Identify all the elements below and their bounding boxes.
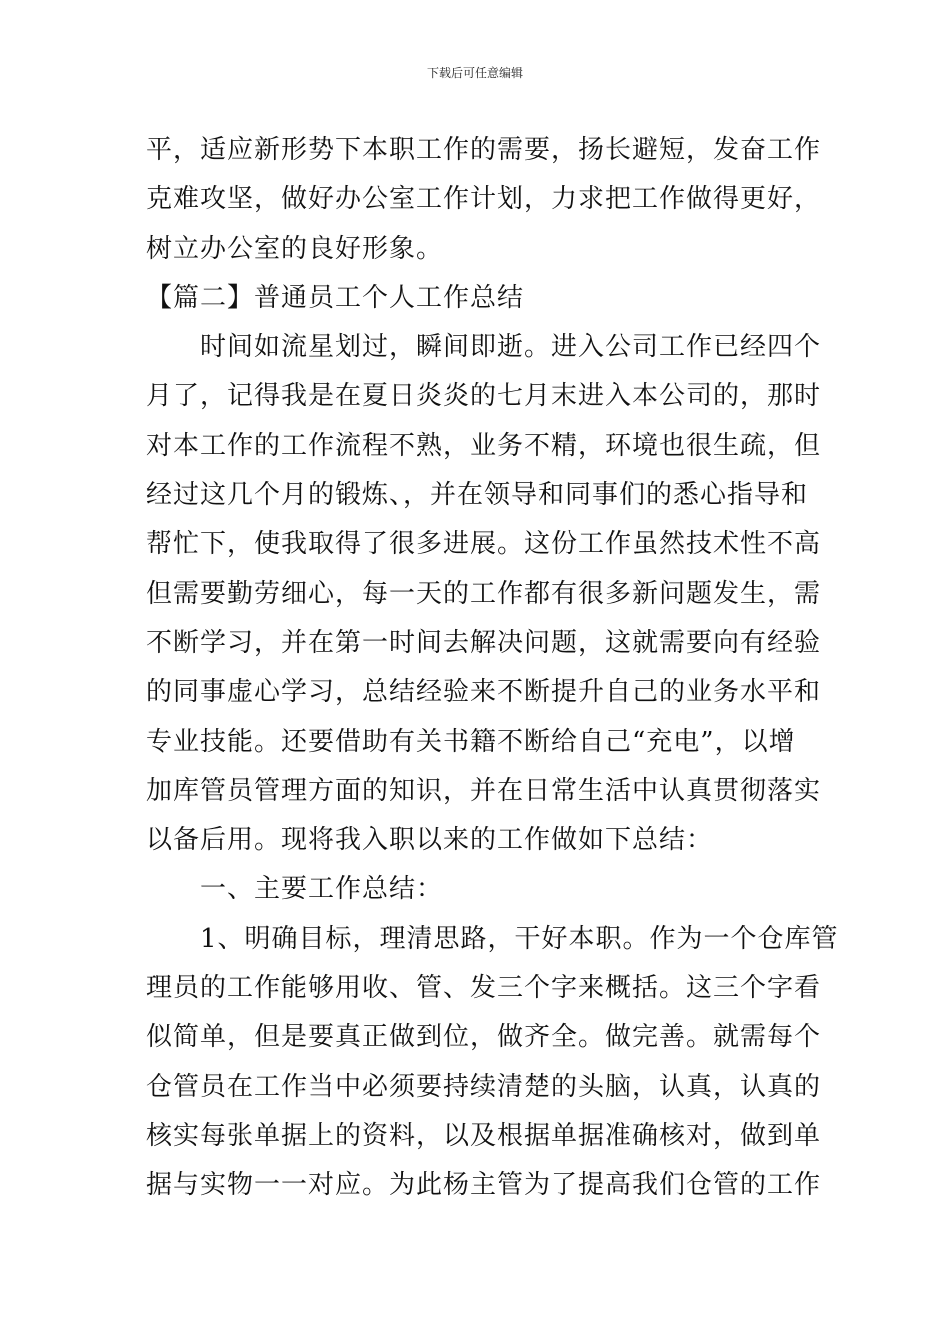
subsection-heading: 一、主要工作总结： [146,874,444,905]
text-line: 树立办公室的良好形象。 [146,233,444,264]
text-line: 平，适应新形势下本职工作的需要，扬长避短，发奋工作 [146,135,822,165]
text-line: 以备后用。现将我入职以来的工作做如下总结： [146,825,714,856]
text-line: 不断学习，并在第一时间去解决问题，这就需要向有经验 [146,627,822,658]
text-line: 但需要勤劳细心，每一天的工作都有很多新问题发生，需 [146,578,822,609]
text-line: 似简单，但是要真正做到位，做齐全。做完善。就需每个 [146,1022,822,1053]
text-line: 1、明确目标，理清思路，干好本职。作为一个仓库管 [146,923,839,954]
text-line: 月了，记得我是在夏日炎炎的七月末进入本公司的，那时 [146,381,822,412]
text-line: 加库管员管理方面的知识，并在日常生活中认真贯彻落实 [146,775,822,806]
text-line: 时间如流星划过，瞬间即逝。进入公司工作已经四个 [146,332,822,363]
text-line: 核实每张单据上的资料，以及根据单据准确核对，做到单 [146,1120,822,1151]
text-line: 仓管员在工作当中必须要持续清楚的头脑，认真，认真的 [146,1071,822,1102]
text-line: 的同事虚心学习，总结经验来不断提升自己的业务水平和 [146,677,822,708]
page-header-note: 下载后可任意编辑 [426,66,523,80]
text-line: 帮忙下，使我取得了很多进展。这份工作虽然技术性不高 [146,529,822,560]
text-line: 专业技能。还要借助有关书籍不断给自己“充电”，以增 [146,726,796,757]
text-line: 据与实物一一对应。为此杨主管为了提高我们仓管的工作 [146,1170,822,1201]
text-line: 克难攻坚，做好办公室工作计划，力求把工作做得更好， [146,184,822,215]
text-line: 对本工作的工作流程不熟，业务不精，环境也很生疏，但 [146,430,822,461]
section-heading: 【篇二】普通员工个人工作总结 [146,282,525,313]
text-line: 理员的工作能够用收、管、发三个字来概括。这三个字看 [146,973,822,1004]
document-body [146,126,839,1211]
text-line: 经过这几个月的锻炼、，并在领导和同事们的悉心指导和 [146,480,809,511]
